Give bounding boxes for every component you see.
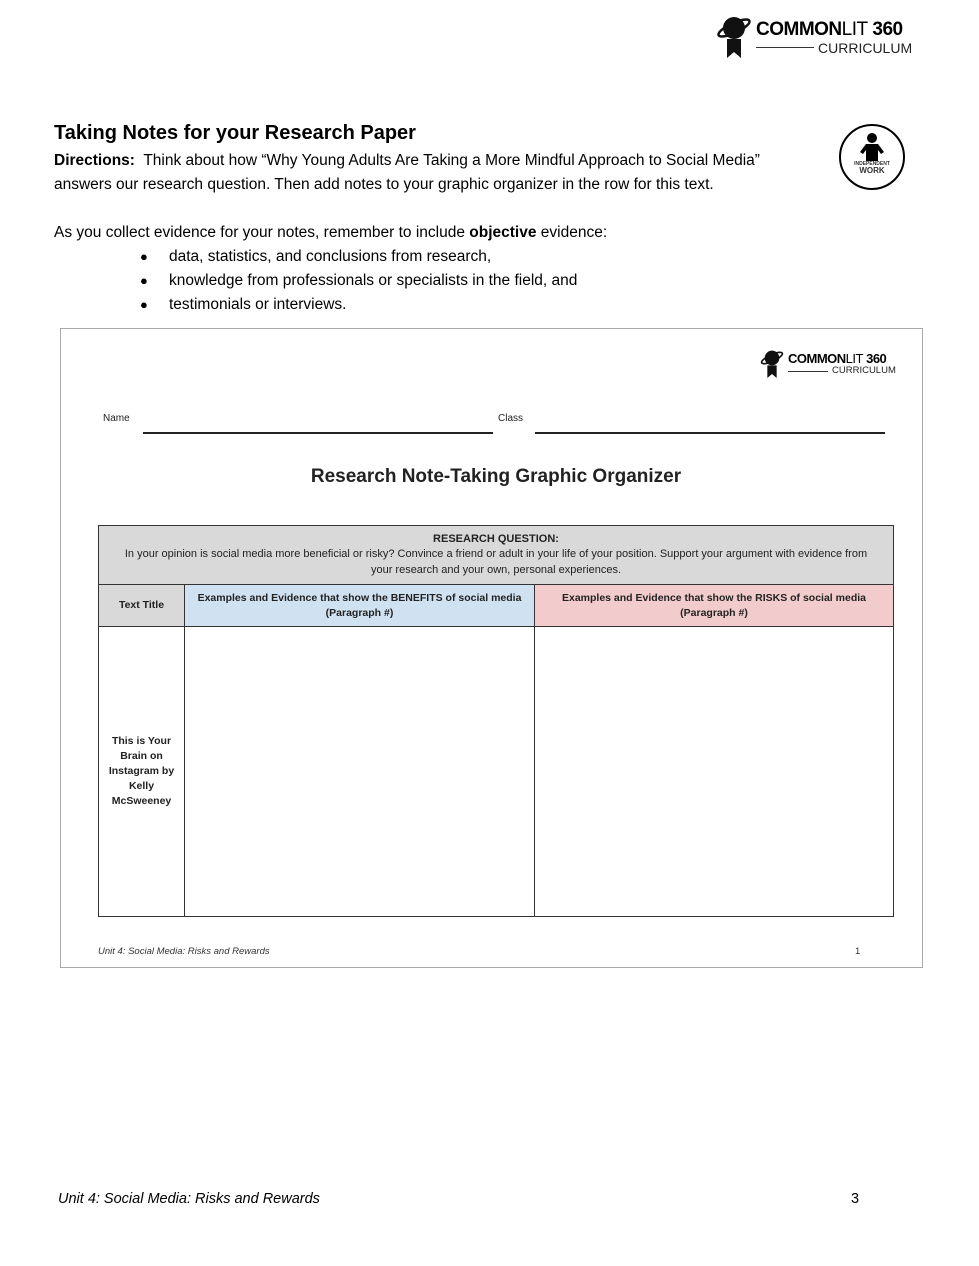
commonlit-logo: COMMONLIT 360 CURRICULUM	[716, 14, 912, 60]
evidence-intro: As you collect evidence for your notes, remember to include objective evidence:	[54, 224, 608, 241]
row-text-title: This is Your Brain on Instagram by Kelly McSweeney	[99, 627, 185, 917]
header-risks: Examples and Evidence that show the RISKS of social media (Paragraph #)	[535, 585, 894, 627]
list-item: ● knowledge from professionals or specialists in the field, and	[140, 269, 577, 293]
risks-cell[interactable]	[535, 627, 894, 917]
organizer-footer: Unit 4: Social Media: Risks and Rewards	[98, 946, 270, 957]
page-number: 3	[851, 1191, 860, 1207]
page-title: Taking Notes for your Research Paper	[54, 122, 416, 144]
globe-ribbon-icon	[760, 348, 784, 380]
organizer-logo: COMMONLIT 360 CURRICULUM	[760, 348, 896, 380]
benefits-cell[interactable]	[185, 627, 535, 917]
page-footer: Unit 4: Social Media: Risks and Rewards	[58, 1191, 320, 1207]
research-question: RESEARCH QUESTION: In your opinion is social media more beneficial or risky? Convince a friend or adult in your life of your position. Support your argument with evidence from your research and your own, personal experiences.	[99, 526, 894, 585]
class-label: Class	[498, 413, 524, 424]
header-benefits: Examples and Evidence that show the BENEFITS of social media (Paragraph #)	[185, 585, 535, 627]
directions: Directions: Think about how “Why Young Adults Are Taking a More Mindful Approach to Social Media” answers our research question. Then add notes to your graphic organizer in the row for this text.	[54, 152, 760, 193]
name-label: Name	[103, 413, 130, 424]
organizer-table	[98, 525, 894, 917]
class-field[interactable]	[535, 432, 885, 434]
list-item: ● testimonials or interviews.	[140, 293, 577, 317]
evidence-list	[140, 245, 577, 317]
name-field[interactable]	[143, 432, 493, 434]
header-text-title: Text Title	[99, 585, 185, 627]
organizer-heading: Research Note-Taking Graphic Organizer	[310, 466, 682, 487]
globe-ribbon-icon	[716, 14, 752, 60]
independent-work-badge: INDEPENDENT WORK	[839, 124, 905, 190]
list-item: ● data, statistics, and conclusions from research,	[140, 245, 577, 269]
organizer-page-number: 1	[855, 946, 861, 957]
person-icon	[857, 132, 887, 162]
